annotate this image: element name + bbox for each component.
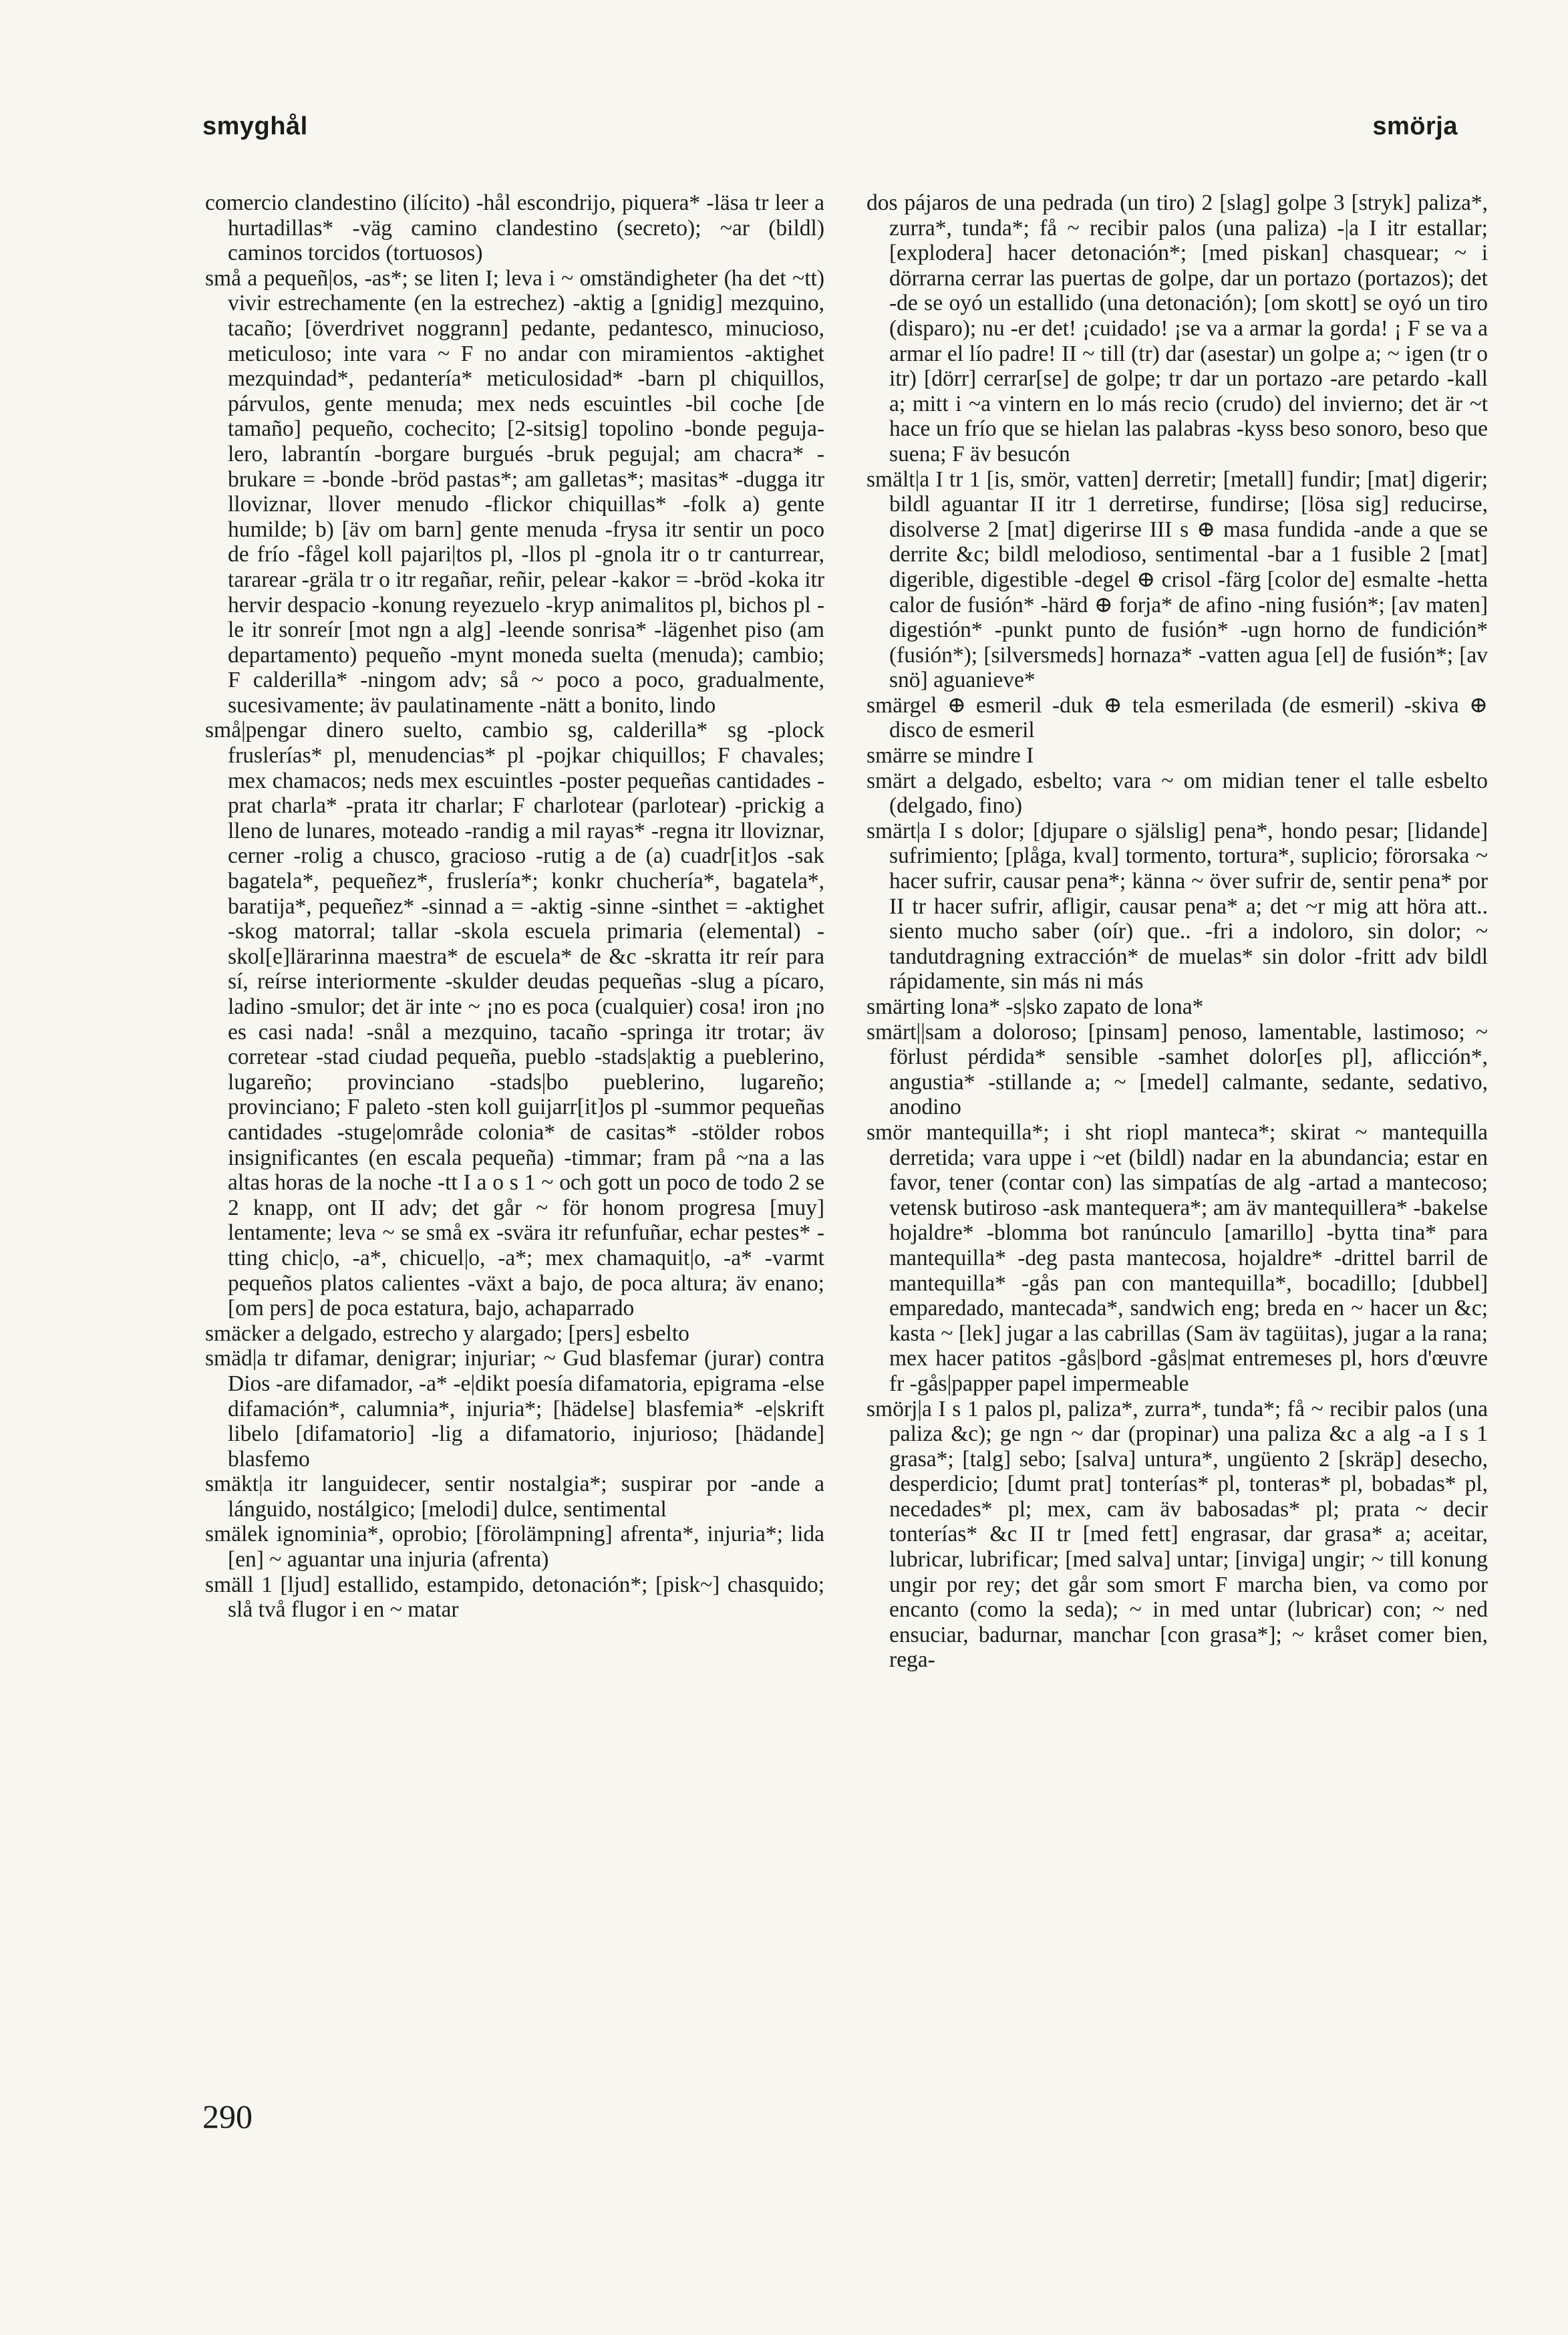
left-column [205,190,824,1623]
dictionary-entry: smärre se mindre I [867,743,1034,769]
dictionary-entry: smörj|a I s 1 palos pl, paliza*, zurra*, tunda*; få ~ recibir palos (una paliza &c); ge ngn ~ dar (propinar) una paliza &c a alg -a I s 1 grasa*; [talg] sebo; [salva] untura*, ungüento 2 [skräp] desecho, desperdicio; [dumt prat] tonterías* pl, tonteras* pl, bobadas* pl, necedades* pl; mex, cam äv babosadas* pl; prata ~ decir tonterías* &c II tr [med fett] engrasar, dar grasa* a; aceitar, lubricar, lubrificar; [med salva] untar; [inviga] ungir; ~ till konung ungir por rey; det går som smort F marcha bien, va como por encanto (como la seda); ~ in med untar (lubricar) con; ~ ned ensuciar, badurnar, manchar [con grasa*]; ~ kråset comer bien, rega- [867,1396,1488,1673]
dictionary-entry: smärt|a I s dolor; [djupare o själslig] pena*, hondo pesar; [lidande] sufrimiento; [plåga, kval] tormento, tortura*, suplicio; förorsaka ~ hacer sufrir, causar pena*; känna ~ över sufrir de, sentir pena* por II tr hacer sufrir, afligir, causar pena* a; det ~r mig att höra att.. siento mucho saber (oír) que.. -fri a indoloro, sin dolor; ~ tandutdragning extracción* de muelas* sin dolor -fritt adv bildl rápidamente, sin más ni más [867,818,1488,994]
dictionary-entry: små|pengar dinero suelto, cambio sg, calderilla* sg -plock fruslerías* pl, menudencias* pl -pojkar chiquillos; F chavales; mex chamacos; neds mex escuintles -poster pequeñas cantidades -prat charla* -prata itr charlar; F charlotear (parlotear) -prickig a lleno de lunares, moteado -randig a mil rayas* -regna itr lloviznar, cerner -rolig a chusco, gracioso -rutig a de (a) cuadr[it]os -sak bagatela*, pequeñez*, fruslería*; konkr chuchería*, bagatela*, baratija*, pequeñez* -sinnad a = -aktig -sinne -sinthet = -aktighet -skog matorral; tallar -skola escuela primaria (elemental) -skol[e]lärarinna maestra* de escuela* de &c -skratta itr reír para sí, reírse interiormente -skulder deudas pequeñas -slug a pícaro, ladino -smulor; det är inte ~ ¡no es poca (cualquier) cosa! iron ¡no es casi nada! -snål a mezquino, tacaño -springa itr trotar; äv corretear -stad ciudad pequeña, pueblo -stads|aktig a pueblerino, lugareño; provinciano -stads|bo pueblerino, lugareño; provinciano; F paleto -sten koll guijarr[it]os pl -summor pequeñas cantidades -stuge|område colonia* de casitas* -stölder robos insignificantes (en escala pequeña) -timmar; fram på ~na a las altas horas de la noche -tt I a o s 1 ~ och gott un poco de todo 2 se 2 knapp, ont II adv; det går ~ för honom progresa [muy] lentamente; leva ~ se små ex -svära itr refunfuñar, echar pestes* -tting chic|o, -a*, chicuel|o, -a*; mex chamaquit|o, -a* -varmt pequeños platos calientes -växt a bajo, de poca altura; äv enano; [om pers] de poca estatura, bajo, achaparrado [205,718,824,1321]
dictionary-entry: små a pequeñ|os, -as*; se liten I; leva i ~ omständigheter (ha det ~tt) vivir estrechamente (en la estrechez) -aktig a [gnidig] mezquino, tacaño; [överdrivet noggrann] pedante, pedantesco, minucioso, meticuloso; inte vara ~ F no andar con miramientos -aktighet mezquindad*, pedantería* meticulosidad* -barn pl chiquillos, párvulos, gente menuda; mex neds escuintles -bil coche [de tamaño] pequeño, cochecito; [2-sitsig] topolino -bonde peguja-lero, labrantín -borgare burgués -bruk pegujal; am chacra* -brukare = -bonde -bröd pastas*; am galletas*; masitas* -dugga itr lloviznar, llover menudo -flickor chiquillas* -folk a) gente humilde; b) [äv om barn] gente menuda -frysa itr sentir un poco de frío -fågel koll pajari|tos pl, -llos pl -gnola itr o tr canturrear, tararear -gräla tr o itr regañar, reñir, pelear -kakor = -bröd -koka itr hervir despacio -konung reyezuelo -kryp animalitos pl, bichos pl -le itr sonreír [mot ngn a alg] -leende sonrisa* -lägenhet piso (am departamento) pequeño -mynt moneda suelta (menuda); cambio; F calderilla* -ningom adv; så ~ poco a poco, gradualmente, sucesivamente; äv paulatinamente -nätt a bonito, lindo [205,265,824,718]
right-column [867,190,1488,1673]
dictionary-entry: comercio clandestino (ilícito) -hål escondrijo, piquera* -läsa tr leer a hurtadillas* -väg camino clandestino (secreto); ~ar (bildl) caminos torcidos (tortuosos) [205,190,824,266]
dictionary-entry: smärgel ⊕ esmeril -duk ⊕ tela esmerilada (de esmeril) -skiva ⊕ disco de esmeril [867,692,1488,743]
header-left-guide-word: smyghål [202,112,308,140]
dictionary-entry: smärt a delgado, esbelto; vara ~ om midian tener el talle esbelto (delgado, fino) [867,768,1488,819]
dictionary-entry: smälek ignominia*, oprobio; [förolämpning] afrenta*, injuria*; lida [en] ~ aguantar una injuria (afrenta) [205,1522,824,1572]
dictionary-entry: smör mantequilla*; i sht riopl manteca*; skirat ~ mantequilla derretida; vara uppe i ~et (bildl) nadar en la abundancia; estar en favor, tener (contar con) las simpatías de alg -artad a mantecoso; vetensk butiroso -ask mantequera*; am äv mantequillera* -bakelse hojaldre* -blomma bot ranúnculo [amarillo] -bytta tina* para mantequilla* -deg pasta mantecosa, hojaldre* -drittel barril de mantequilla* -gås pan con mantequilla*, bocadillo; [dubbel] emparedado, mantecada*, sandwich eng; breda en ~ hacer un &c; kasta ~ [lek] jugar a las cabrillas (Sam äv tagüitas), jugar a la rana; mex hacer patitos -gås|bord -gås|mat entremeses pl, hors d'œuvre fr -gås|papper papel impermeable [867,1119,1488,1396]
dictionary-entry: smärting lona* -s|sko zapato de lona* [867,994,1204,1019]
dictionary-entry: dos pájaros de una pedrada (un tiro) 2 [slag] golpe 3 [stryk] paliza*, zurra*, tunda*; få ~ recibir palos (una paliza) -|a I itr estallar; [explodera] hacer detonación*; [med piskan] chasquear; ~ i dörrarna cerrar las puertas de golpe, dar un portazo (portazos); det -de se oyó un estallido (una detonación); [om skott] se oyó un tiro (disparo); nu -er det! ¡cuidado! ¡se va a armar la gorda! ¡ F se va a armar el lío padre! II ~ till (tr) dar (asestar) un golpe a; ~ igen (tr o itr) [dörr] cerrar[se] de golpe; tr dar un portazo -are petardo -kall a; mitt i ~a vintern en lo más recio (crudo) del invierno; det är ~t hace un frío que se hielan las palabras -kyss beso sonoro, beso que suena; F äv besucón [867,190,1488,466]
dictionary-entry: smäcker a delgado, estrecho y alargado; [pers] esbelto [205,1321,689,1346]
dictionary-entry: smäd|a tr difamar, denigrar; injuriar; ~ Gud blasfemar (jurar) contra Dios -are difamador, -a* -e|dikt poesía difamatoria, epigrama -else difamación*, calumnia*, injuria*; [hädelse] blasfemia* -e|skrift libelo [difamatorio] -lig a difamatorio, injurioso; [hädande] blasfemo [205,1346,824,1472]
header-right-guide-word: smörja [1372,112,1458,140]
dictionary-entry: smäkt|a itr languidecer, sentir nostalgia*; suspirar por -ande a lánguido, nostálgico; [melodi] dulce, sentimental [205,1472,824,1522]
dictionary-entry: smält|a I tr 1 [is, smör, vatten] derretir; [metall] fundir; [mat] digerir; bildl aguantar II itr 1 derretirse, fundirse; [lösa sig] reducirse, disolverse 2 [mat] digerirse III s ⊕ masa fundida -ande a que se derrite &c; bildl melodioso, sentimental -bar a 1 fusible 2 [mat] digerible, digestible -degel ⊕ crisol -färg [color de] esmalte -hetta calor de fusión* -härd ⊕ forja* de afino -ning fusión*; [av maten] digestión* -punkt punto de fusión* -ugn horno de fundición* (fusión*); [silversmeds] hornaza* -vatten agua [el] de fusión*; [av snö] aguanieve* [867,466,1488,693]
dictionary-entry: smärt||sam a doloroso; [pinsam] penoso, lamentable, lastimoso; ~ förlust pérdida* sensible -samhet dolor[es pl], aflicción*, angustia* -stillande a; ~ [medel] calmante, sedante, sedativo, anodino [867,1019,1488,1120]
dictionary-entry: smäll 1 [ljud] estallido, estampido, detonación*; [pisk~] chasquido; slå två flugor i en ~ matar [205,1572,824,1623]
page-number: 290 [202,2098,253,2135]
